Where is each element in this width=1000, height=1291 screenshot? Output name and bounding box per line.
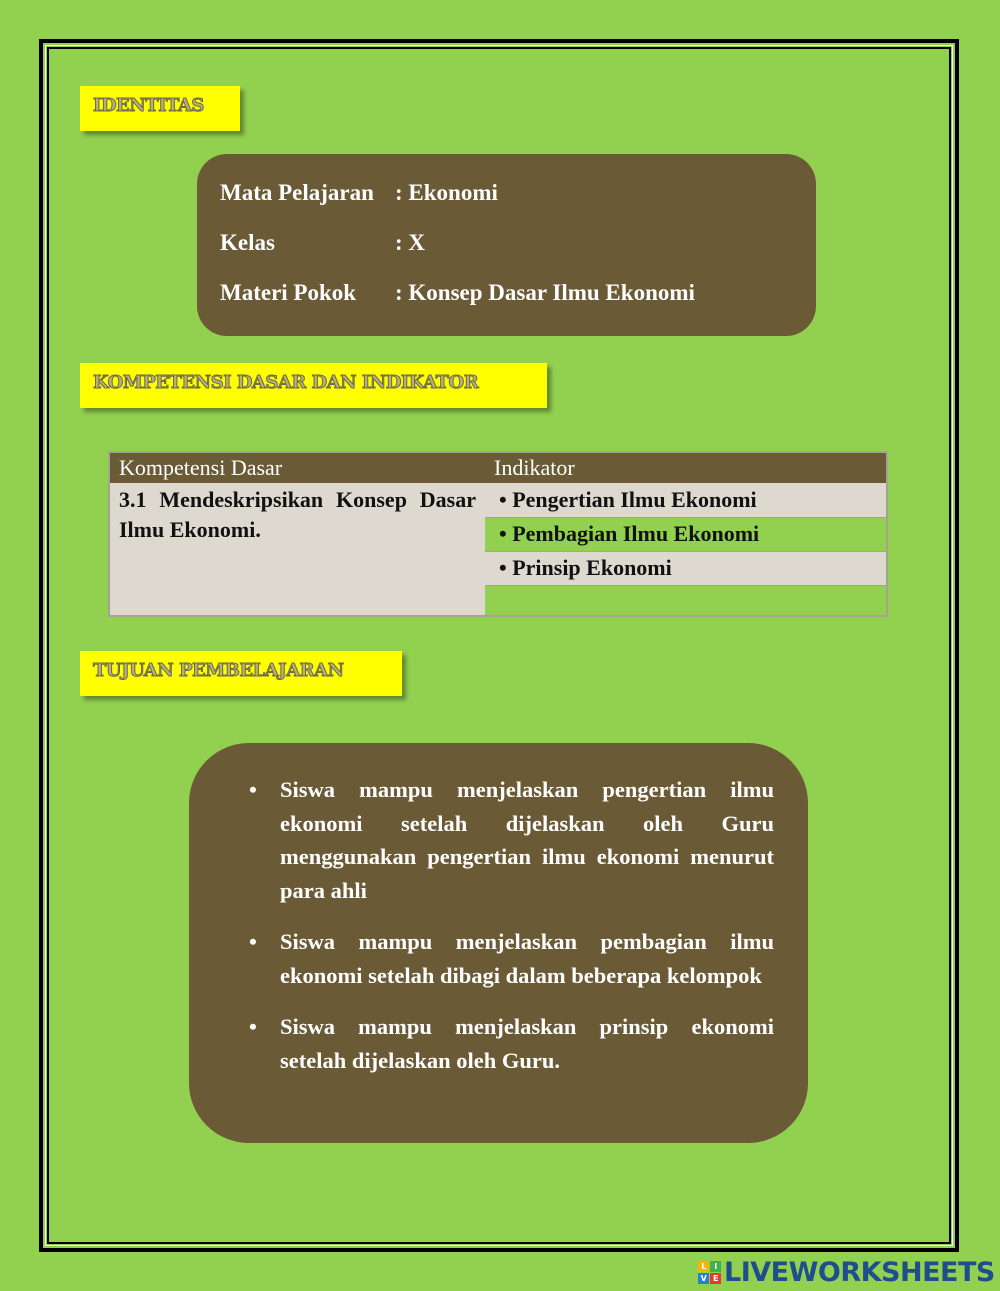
section-label-kd: KOMPETENSI DASAR DAN INDIKATOR: [80, 363, 547, 408]
indicator-item: • Prinsip Ekonomi: [485, 551, 887, 585]
kd-cell: 3.1 Mendeskripsikan Konsep Dasar Ilmu Ekonomi.: [109, 483, 485, 616]
liveworksheets-logo: [698, 1257, 995, 1288]
identity-key: Materi Pokok: [220, 280, 357, 305]
objective-item: • Siswa mampu menjelaskan pembagian ilmu ekonomi setelah dibagi dalam beberapa kelompok: [249, 925, 774, 992]
identity-row: [220, 168, 816, 218]
header-kd: Kompetensi Dasar: [109, 452, 485, 483]
logo-icon: L I V E: [698, 1261, 721, 1284]
objective-item: • Siswa mampu menjelaskan prinsip ekonomi setelah dijelaskan oleh Guru.: [249, 1010, 774, 1077]
header-indikator: Indikator: [485, 452, 887, 483]
logo-text: LIVEWORKSHEETS: [724, 1257, 995, 1288]
identity-key: Kelas: [220, 230, 275, 255]
identity-value: : X: [395, 230, 426, 255]
objective-item: • Siswa mampu menjelaskan pengertian ilmu ekonomi setelah dijelaskan oleh Guru menggunakan pengertian ilmu ekonomi menurut para ahli: [249, 773, 774, 907]
identity-row: [220, 268, 816, 318]
indicator-item: • Pengertian Ilmu Ekonomi: [485, 483, 887, 517]
section-label-tujuan: TUJUAN PEMBELAJARAN: [80, 651, 402, 696]
identity-box: [197, 154, 816, 336]
identity-row: [220, 218, 816, 268]
objectives-box: [189, 743, 808, 1143]
kd-table: [108, 451, 888, 617]
indicator-empty: [485, 585, 887, 616]
indicator-item: • Pembagian Ilmu Ekonomi: [485, 517, 887, 551]
identity-value: : Ekonomi: [395, 180, 498, 205]
identity-value: : Konsep Dasar Ilmu Ekonomi: [395, 280, 695, 305]
section-label-identitas: IDENTITAS: [80, 86, 240, 131]
identity-key: Mata Pelajaran: [220, 180, 374, 205]
